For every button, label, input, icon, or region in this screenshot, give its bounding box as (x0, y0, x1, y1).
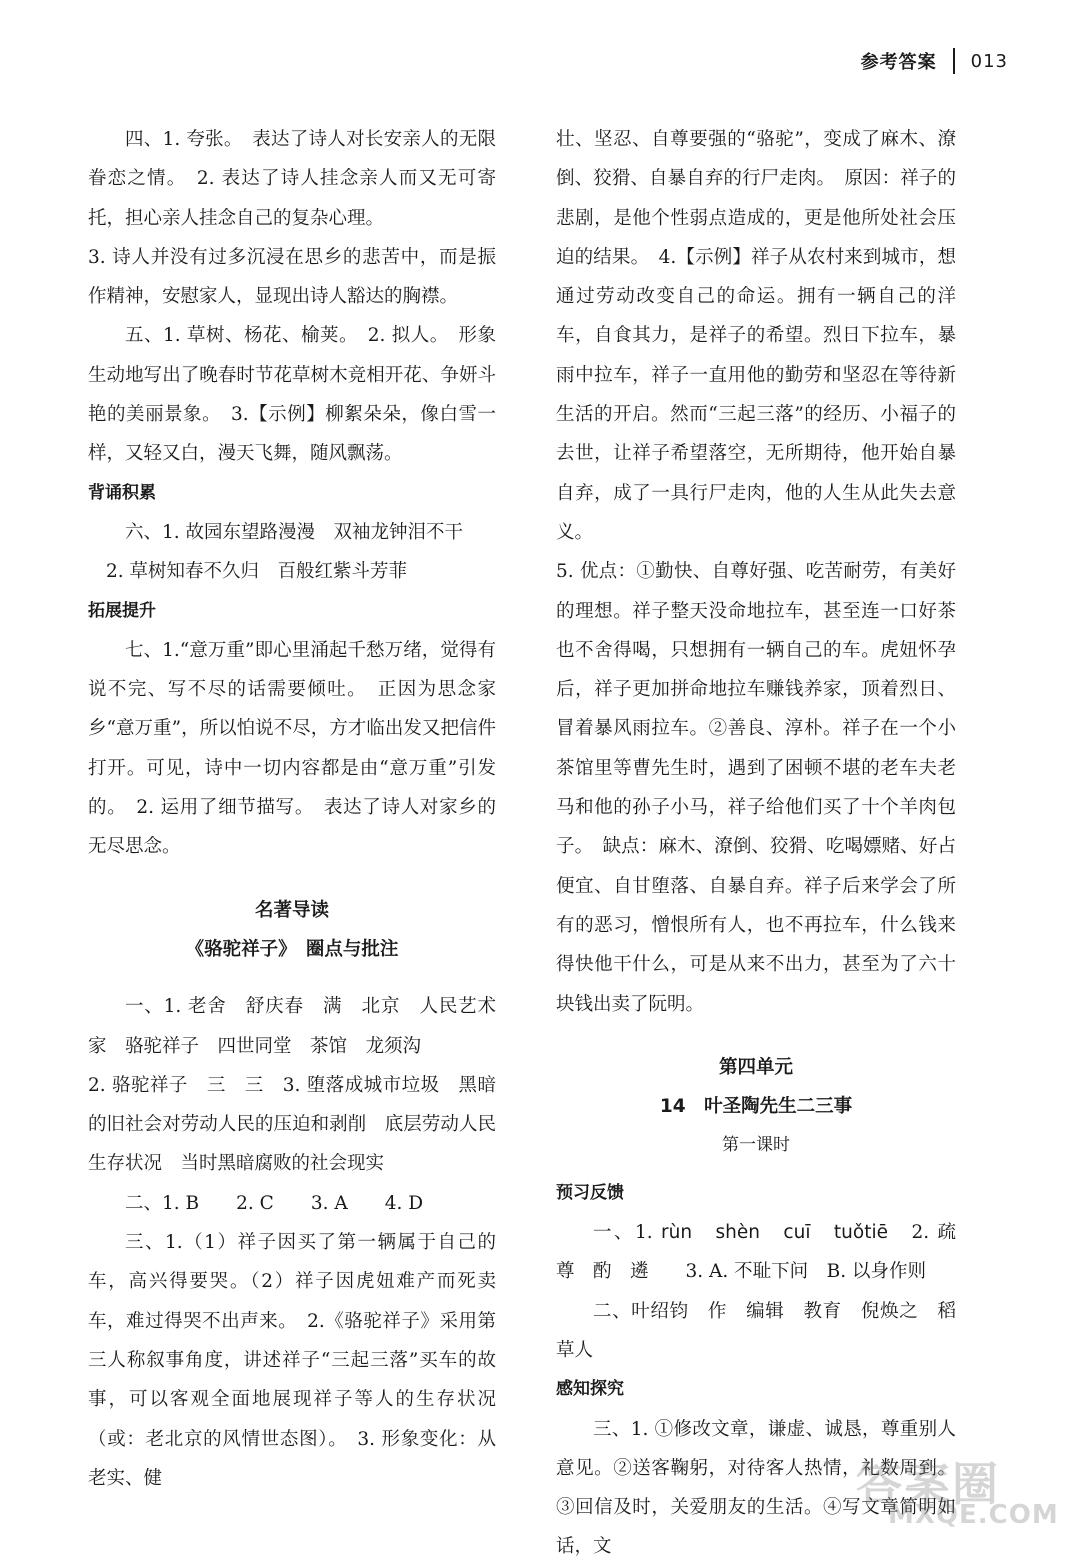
answer-block-7: 七、1.“意万重”即心里涌起千愁万绪，觉得有说不完、写不尽的话需要倾吐。 正因为思念家乡“意万重”，所以怕说不尽，方才临出发又把信件打开。可见，诗中一切内容都是由“意万重”引发的。 2. 运用了细节描写。 表达了诗人对家乡的无尽思念。 (88, 639, 496, 858)
book-answer-3-cont: 壮、坚忍、自尊要强的“骆驼”，变成了麻木、潦倒、狡猾、自暴自弃的行尸走肉。 原因：祥子的悲剧，是他个性弱点造成的，更是他所处社会压迫的结果。 4.【示例】祥子从农村来到城市，想通过劳动改变自己的命运。拥有一辆自己的洋车，自食其力，是祥子的希望。烈日下拉车，暴雨中拉车，祥子一直用他的勤劳和坚忍在等待新生活的开启。然而“三起三落”的经历、小福子的去世，让祥子希望落空，无所期待，他开始自暴自弃，成了一具行尸走肉，他的人生从此失去意义。 (556, 129, 956, 543)
header-title: 参考答案 (860, 52, 937, 73)
page-number: 013 (970, 50, 1008, 72)
watermark-text: 答案圈 (856, 1457, 1000, 1511)
left-column (88, 120, 496, 1498)
preview-answer-1-prefix: 一、1. (593, 1222, 661, 1244)
explore-answer-3: 三、1. ①修改文章，谦虚、诚恳，尊重别人意见。②送客鞠躬，对待客人热情，礼数周到。③回信及时，关爱朋友的生活。④写文章简明如话，文 (556, 1418, 956, 1558)
period-title: 第一课时 (722, 1135, 790, 1156)
header-divider (953, 48, 955, 74)
answer-block-4-3: 3. 诗人并没有过多沉浸在思乡的悲苦中，而是振作精神，安慰家人，显现出诗人豁达的胸襟。 (88, 246, 496, 308)
book-answer-1: 一、1. 老舍 舒庆春 满 北京 人民艺术家 骆驼祥子 四世同堂 茶馆 龙须沟 (88, 996, 496, 1057)
watermark-logo (856, 1448, 1059, 1530)
answer-block-4: 四、1. 夸张。 表达了诗人对长安亲人的无限眷恋之情。 2. 表达了诗人挂念亲人而又无可寄托，担心亲人挂念自己的复杂心理。 (88, 129, 496, 229)
page-header (861, 48, 1008, 74)
book-answer-1-2: 2. 骆驼祥子 三 三 3. 堕落成城市垃圾 黑暗的旧社会对劳动人民的压迫和剥削 底层劳动人民生存状况 当时黑暗腐败的社会现实 (88, 1074, 496, 1175)
heading-recitation: 背诵积累 (88, 482, 156, 503)
pinyin-text: rùn shèn cuī tuǒtiē (660, 1222, 889, 1244)
book-subtitle: 《骆驼祥子》 圈点与批注 (185, 938, 399, 960)
preview-answer-1-rest: 2. 疏 尊 酌 遴 3. A. 不耻下问 B. 以身作则 (556, 1222, 975, 1283)
lesson-title: 14 叶圣陶先生二三事 (659, 1096, 853, 1118)
book-answer-2: 二、1. B 2. C 3. A 4. D (125, 1192, 424, 1214)
heading-preview: 预习反馈 (556, 1182, 624, 1203)
unit-title: 第四单元 (718, 1056, 793, 1078)
section-title: 名著导读 (254, 899, 329, 921)
preview-answer-2: 二、叶绍钧 作 编辑 教育 倪焕之 稻草人 (556, 1300, 956, 1361)
answer-block-5: 五、1. 草树、杨花、榆荚。 2. 拟人。 形象生动地写出了晚春时节花草树木竞相开花、争妍斗艳的美丽景象。 3.【示例】柳絮朵朵，像白雪一样，又轻又白，漫天飞舞，随风飘荡。 (88, 325, 496, 465)
preview-answer-1 (556, 1213, 975, 1292)
watermark-url: MXQE.COM (888, 1500, 1059, 1530)
heading-explore: 感知探究 (556, 1379, 624, 1400)
heading-extension: 拓展提升 (88, 600, 156, 621)
book-answer-5: 5. 优点：①勤快、自尊好强、吃苦耐劳，有美好的理想。祥子整天没命地拉车，甚至连一口好茶也不舍得喝，只想拥有一辆自己的车。虎妞怀孕后，祥子更加拼命地拉车赚钱养家，顶着烈日、冒着暴风雨拉车。②善良、淳朴。祥子在一个小茶馆里等曹先生时，遇到了困顿不堪的老车夫老马和他的孙子小马，祥子给他们买了十个羊肉包子。 缺点：麻木、潦倒、狡猾、吃喝嫖赌、好占便宜、自甘堕落、自暴自弃。祥子后来学会了所有的恶习，憎恨所有人，也不再拉车，什么钱来得快他干什么，可是从来不出力，甚至为了六十块钱出卖了阮明。 (556, 561, 956, 1015)
answer-block-6-2: 2. 草树知春不久归 百般红紫斗芳菲 (106, 561, 408, 583)
answer-block-6-1: 六、1. 故园东望路漫漫 双袖龙钟泪不干 (125, 521, 464, 543)
book-answer-3: 三、1.（1）祥子因买了第一辆属于自己的车，高兴得要哭。（2）祥子因虎妞难产而死卖车，难过得哭不出声来。 2.《骆驼祥子》采用第三人称叙事角度，讲述祥子“三起三落”买车的故事，可以客观全面地展现祥子等人的生存状况（或：老北京的风情世态图）。 3. 形象变化：从老实、健 (88, 1232, 496, 1489)
